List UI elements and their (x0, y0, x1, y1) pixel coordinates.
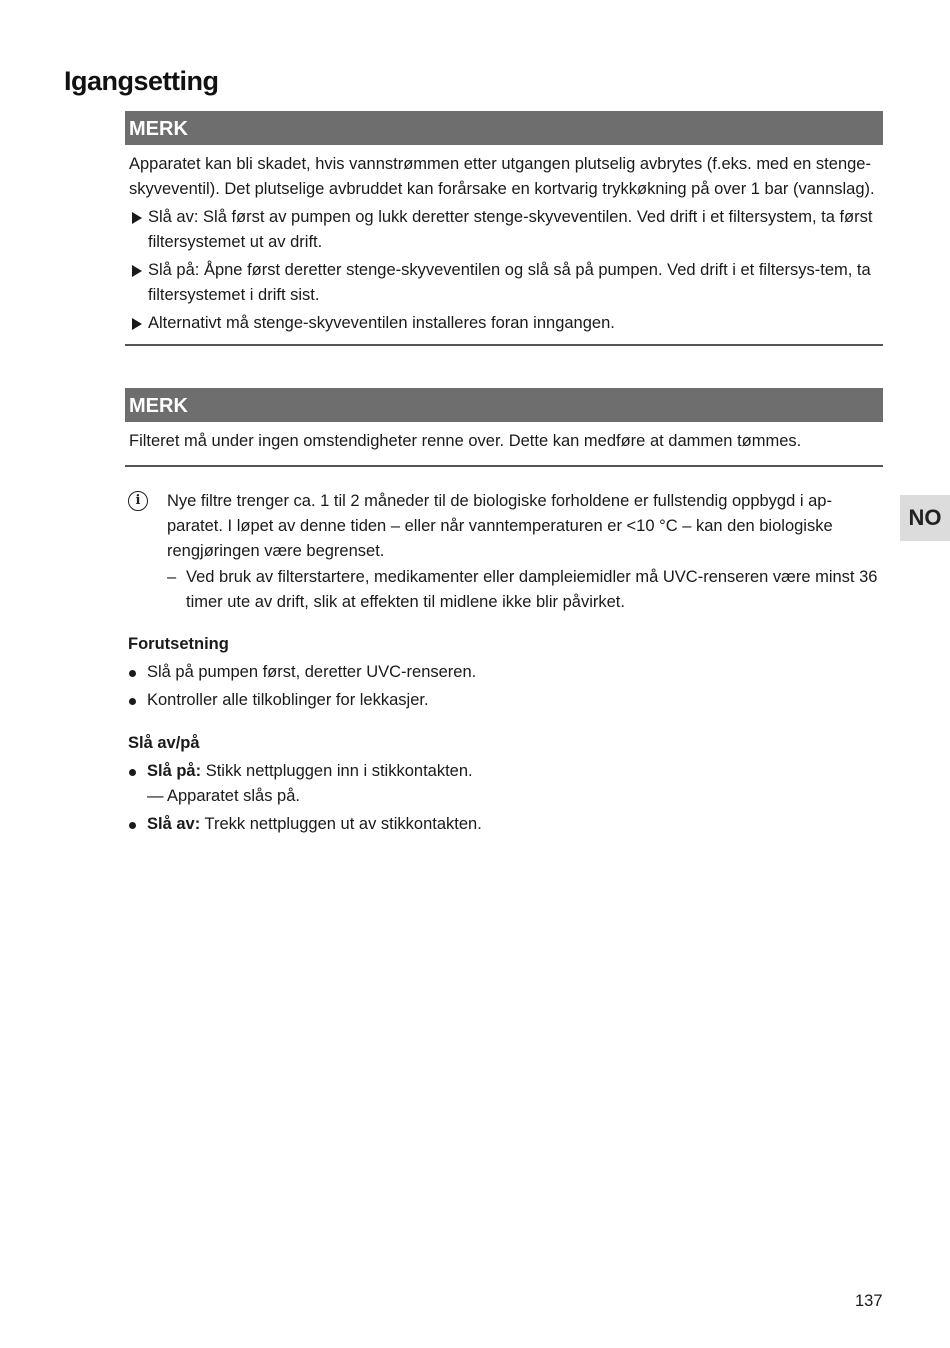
arrow-bullet-icon (132, 318, 142, 330)
section-heading: Slå av/på (128, 734, 200, 752)
list-item (128, 812, 878, 837)
info-sub-item (167, 565, 878, 615)
info-sub-item-text: Ved bruk av filterstartere, medikamenter eller dampleiemidler må UVC-renseren være minst 36 timer ute av drift, slik at effekten til midlene ikke blir påvirket. (186, 568, 878, 611)
info-block (128, 489, 878, 615)
language-tab: NO (900, 495, 950, 541)
bullet-icon (129, 822, 136, 829)
step-text: Stikk nettpluggen inn i stikkontakten. (201, 762, 473, 780)
step-label: Slå på: (147, 762, 202, 780)
notice-box-water-hammer (125, 111, 883, 346)
step-label: Slå av: (147, 815, 201, 833)
step-result (128, 784, 878, 809)
switch-section (128, 731, 878, 840)
list-item (128, 688, 878, 713)
bullet-icon (129, 670, 136, 677)
instruction-text: Slå av: Slå først av pumpen og lukk deretter stenge-skyveventilen. Ved drift i et filtersystem, ta først filtersystemet ut av drift. (148, 208, 873, 251)
notice-box-overflow (125, 388, 883, 467)
instruction-item (129, 311, 879, 336)
notice-header: MERK (125, 388, 883, 422)
step-result-text: Apparatet slås på. (167, 787, 300, 805)
info-icon: i (128, 491, 148, 511)
page-title: Igangsetting (64, 66, 219, 96)
instruction-text: Slå på: Åpne først deretter stenge-skyveventilen og slå så på pumpen. Ved drift i et filtersys-tem, ta filtersystemet i drift sist. (148, 261, 871, 304)
notice-body (125, 422, 883, 467)
list-item-text: Kontroller alle tilkoblinger for lekkasjer. (147, 691, 429, 709)
instruction-text: Alternativt må stenge-skyveventilen installeres foran inngangen. (148, 314, 615, 332)
instruction-item (129, 205, 879, 255)
info-text: Nye filtre trenger ca. 1 til 2 måneder til de biologiske forholdene er fullstendig oppbygd i ap-paratet. I løpet av denne tiden – eller når vanntemperaturen er <10 °C – kan den biologiske rengjøringen være begrenset. (167, 492, 833, 560)
notice-header: MERK (125, 111, 883, 145)
page-number: 137 (855, 1292, 883, 1310)
notice-text: Filteret må under ingen omstendigheter renne over. Dette kan medføre at dammen tømmes. (129, 432, 802, 450)
bullet-icon (129, 769, 136, 776)
prerequisite-section (128, 632, 878, 716)
list-item (128, 660, 878, 685)
step-text: Trekk nettpluggen ut av stikkontakten. (200, 815, 482, 833)
notice-body (125, 145, 883, 346)
section-heading: Forutsetning (128, 635, 229, 653)
arrow-bullet-icon (132, 212, 142, 224)
list-item-text: Slå på pumpen først, deretter UVC-renseren. (147, 663, 477, 681)
bullet-icon (129, 698, 136, 705)
instruction-item (129, 258, 879, 308)
dash-bullet: – (167, 568, 177, 586)
list-item (128, 759, 878, 784)
notice-intro-text: Apparatet kan bli skadet, hvis vannstrømmen etter utgangen plutselig avbrytes (f.eks. med en stenge-skyveventil). Det plutselige avbruddet kan forårsake en kortvarig trykkøkning på over 1 bar (vannslag). (129, 155, 875, 198)
dash-bullet: — (147, 787, 164, 805)
arrow-bullet-icon (132, 265, 142, 277)
